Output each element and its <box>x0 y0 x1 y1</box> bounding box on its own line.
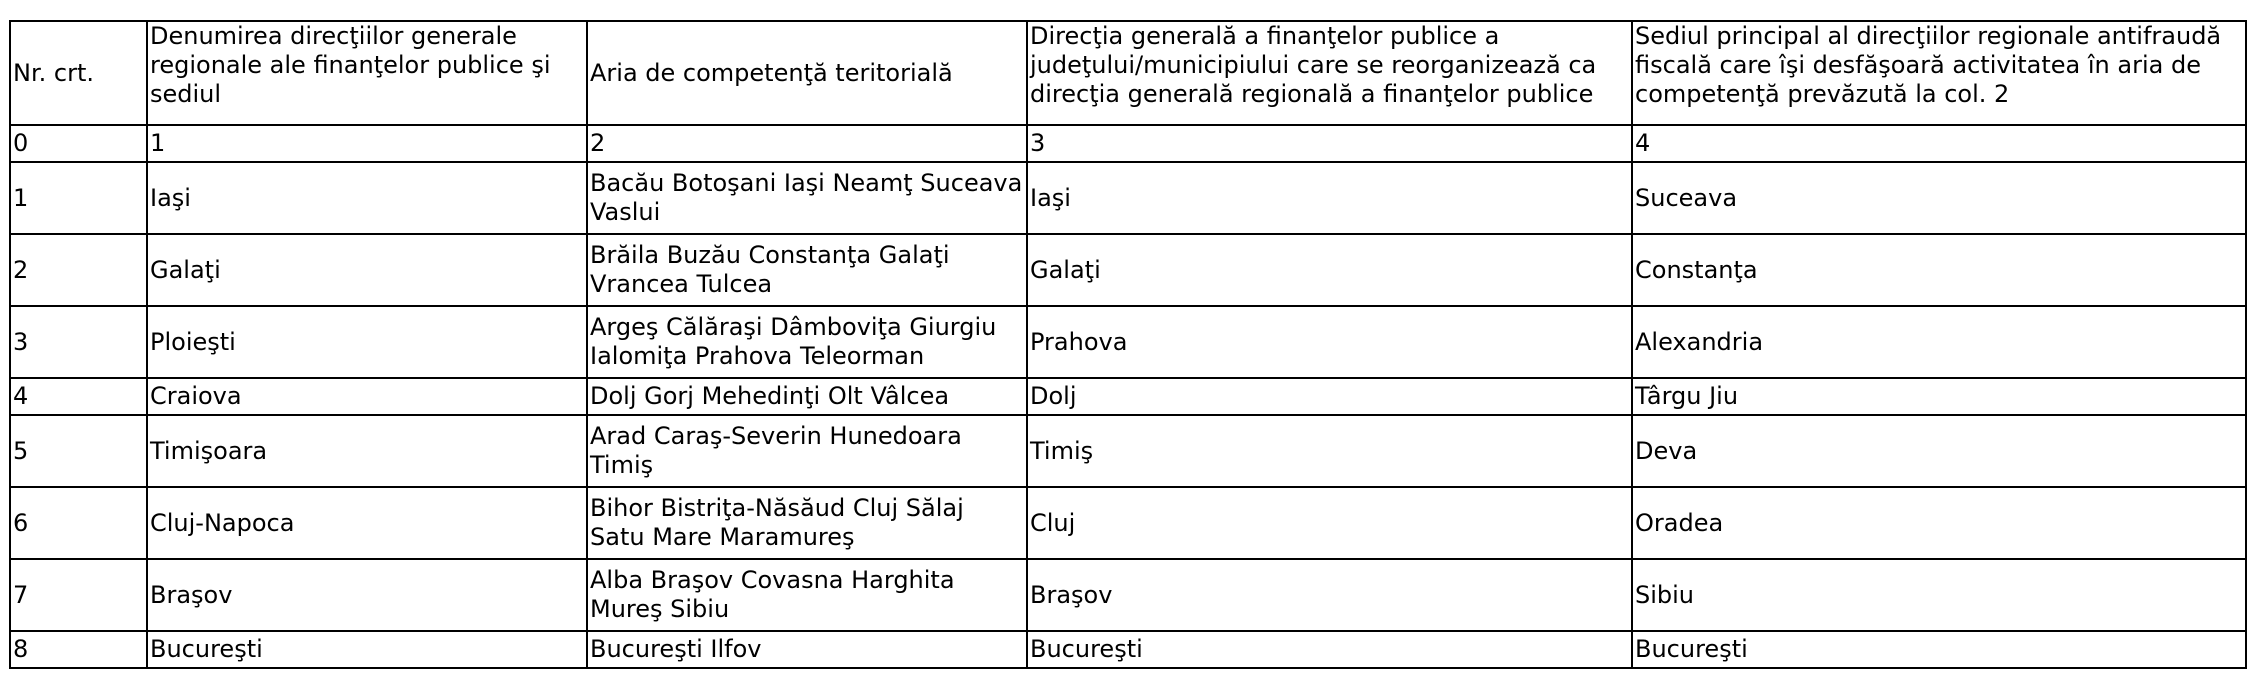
table-row <box>10 415 2246 487</box>
column-index-cell: 3 <box>1027 125 1632 162</box>
regional-directorate-cell: Ploieşti <box>147 306 587 378</box>
column-index-cell: 4 <box>1632 125 2246 162</box>
county-directorate-cell: Galaţi <box>1027 234 1632 306</box>
antifraud-seat-cell: Alexandria <box>1632 306 2246 378</box>
territorial-area-cell: Arad Caraş-Severin Hunedoara Timiş <box>587 415 1027 487</box>
antifraud-seat-cell: Oradea <box>1632 487 2246 559</box>
table-row <box>10 631 2246 668</box>
regional-directorate-cell: Iaşi <box>147 162 587 234</box>
regional-directorate-cell: Craiova <box>147 378 587 415</box>
header-regional-directorate: Denumirea direcţiilor generale regionale ale finanţelor publice şi sediul <box>147 21 587 125</box>
column-index-cell: 2 <box>587 125 1027 162</box>
header-antifraud-seat: Sediul principal al direcţiilor regionale antifraudă fiscală care îşi desfăşoară activitatea în aria de competenţă prevăzută la col. 2 <box>1632 21 2246 125</box>
territorial-area-cell: Bacău Botoşani Iaşi Neamţ Suceava Vaslui <box>587 162 1027 234</box>
header-territorial-area: Aria de competenţă teritorială <box>587 21 1027 125</box>
county-directorate-cell: Bucureşti <box>1027 631 1632 668</box>
column-index-cell: 0 <box>10 125 147 162</box>
table-row <box>10 306 2246 378</box>
county-directorate-cell: Timiş <box>1027 415 1632 487</box>
territorial-area-cell: Bucureşti Ilfov <box>587 631 1027 668</box>
county-directorate-cell: Cluj <box>1027 487 1632 559</box>
column-index-cell: 1 <box>147 125 587 162</box>
table-row <box>10 559 2246 631</box>
row-number: 7 <box>10 559 147 631</box>
regional-directorate-cell: Braşov <box>147 559 587 631</box>
antifraud-seat-cell: Deva <box>1632 415 2246 487</box>
regional-directorate-cell: Cluj-Napoca <box>147 487 587 559</box>
antifraud-seat-cell: Constanţa <box>1632 234 2246 306</box>
antifraud-seat-cell: Târgu Jiu <box>1632 378 2246 415</box>
territorial-area-cell: Argeş Călăraşi Dâmboviţa Giurgiu Ialomiţa Prahova Teleorman <box>587 306 1027 378</box>
regional-directorate-cell: Bucureşti <box>147 631 587 668</box>
column-index-row <box>10 125 2246 162</box>
row-number: 5 <box>10 415 147 487</box>
antifraud-seat-cell: Suceava <box>1632 162 2246 234</box>
regional-directorate-cell: Galaţi <box>147 234 587 306</box>
row-number: 2 <box>10 234 147 306</box>
header-county-directorate: Direcţia generală a finanţelor publice a judeţului/municipiului care se reorganizează ca direcţia generală regională a finanţelor publice <box>1027 21 1632 125</box>
territorial-area-cell: Dolj Gorj Mehedinţi Olt Vâlcea <box>587 378 1027 415</box>
row-number: 1 <box>10 162 147 234</box>
table-row <box>10 162 2246 234</box>
table-row <box>10 487 2246 559</box>
county-directorate-cell: Iaşi <box>1027 162 1632 234</box>
row-number: 3 <box>10 306 147 378</box>
county-directorate-cell: Braşov <box>1027 559 1632 631</box>
antifraud-seat-cell: Sibiu <box>1632 559 2246 631</box>
antifraud-seat-cell: Bucureşti <box>1632 631 2246 668</box>
header-nr-crt: Nr. crt. <box>10 21 147 125</box>
table-row <box>10 234 2246 306</box>
regional-finance-table <box>9 20 2247 669</box>
header-row <box>10 21 2246 125</box>
county-directorate-cell: Dolj <box>1027 378 1632 415</box>
row-number: 6 <box>10 487 147 559</box>
row-number: 8 <box>10 631 147 668</box>
regional-directorate-cell: Timişoara <box>147 415 587 487</box>
row-number: 4 <box>10 378 147 415</box>
territorial-area-cell: Bihor Bistriţa-Năsăud Cluj Sălaj Satu Mare Maramureş <box>587 487 1027 559</box>
table-row <box>10 378 2246 415</box>
county-directorate-cell: Prahova <box>1027 306 1632 378</box>
territorial-area-cell: Alba Braşov Covasna Harghita Mureş Sibiu <box>587 559 1027 631</box>
territorial-area-cell: Brăila Buzău Constanţa Galaţi Vrancea Tulcea <box>587 234 1027 306</box>
